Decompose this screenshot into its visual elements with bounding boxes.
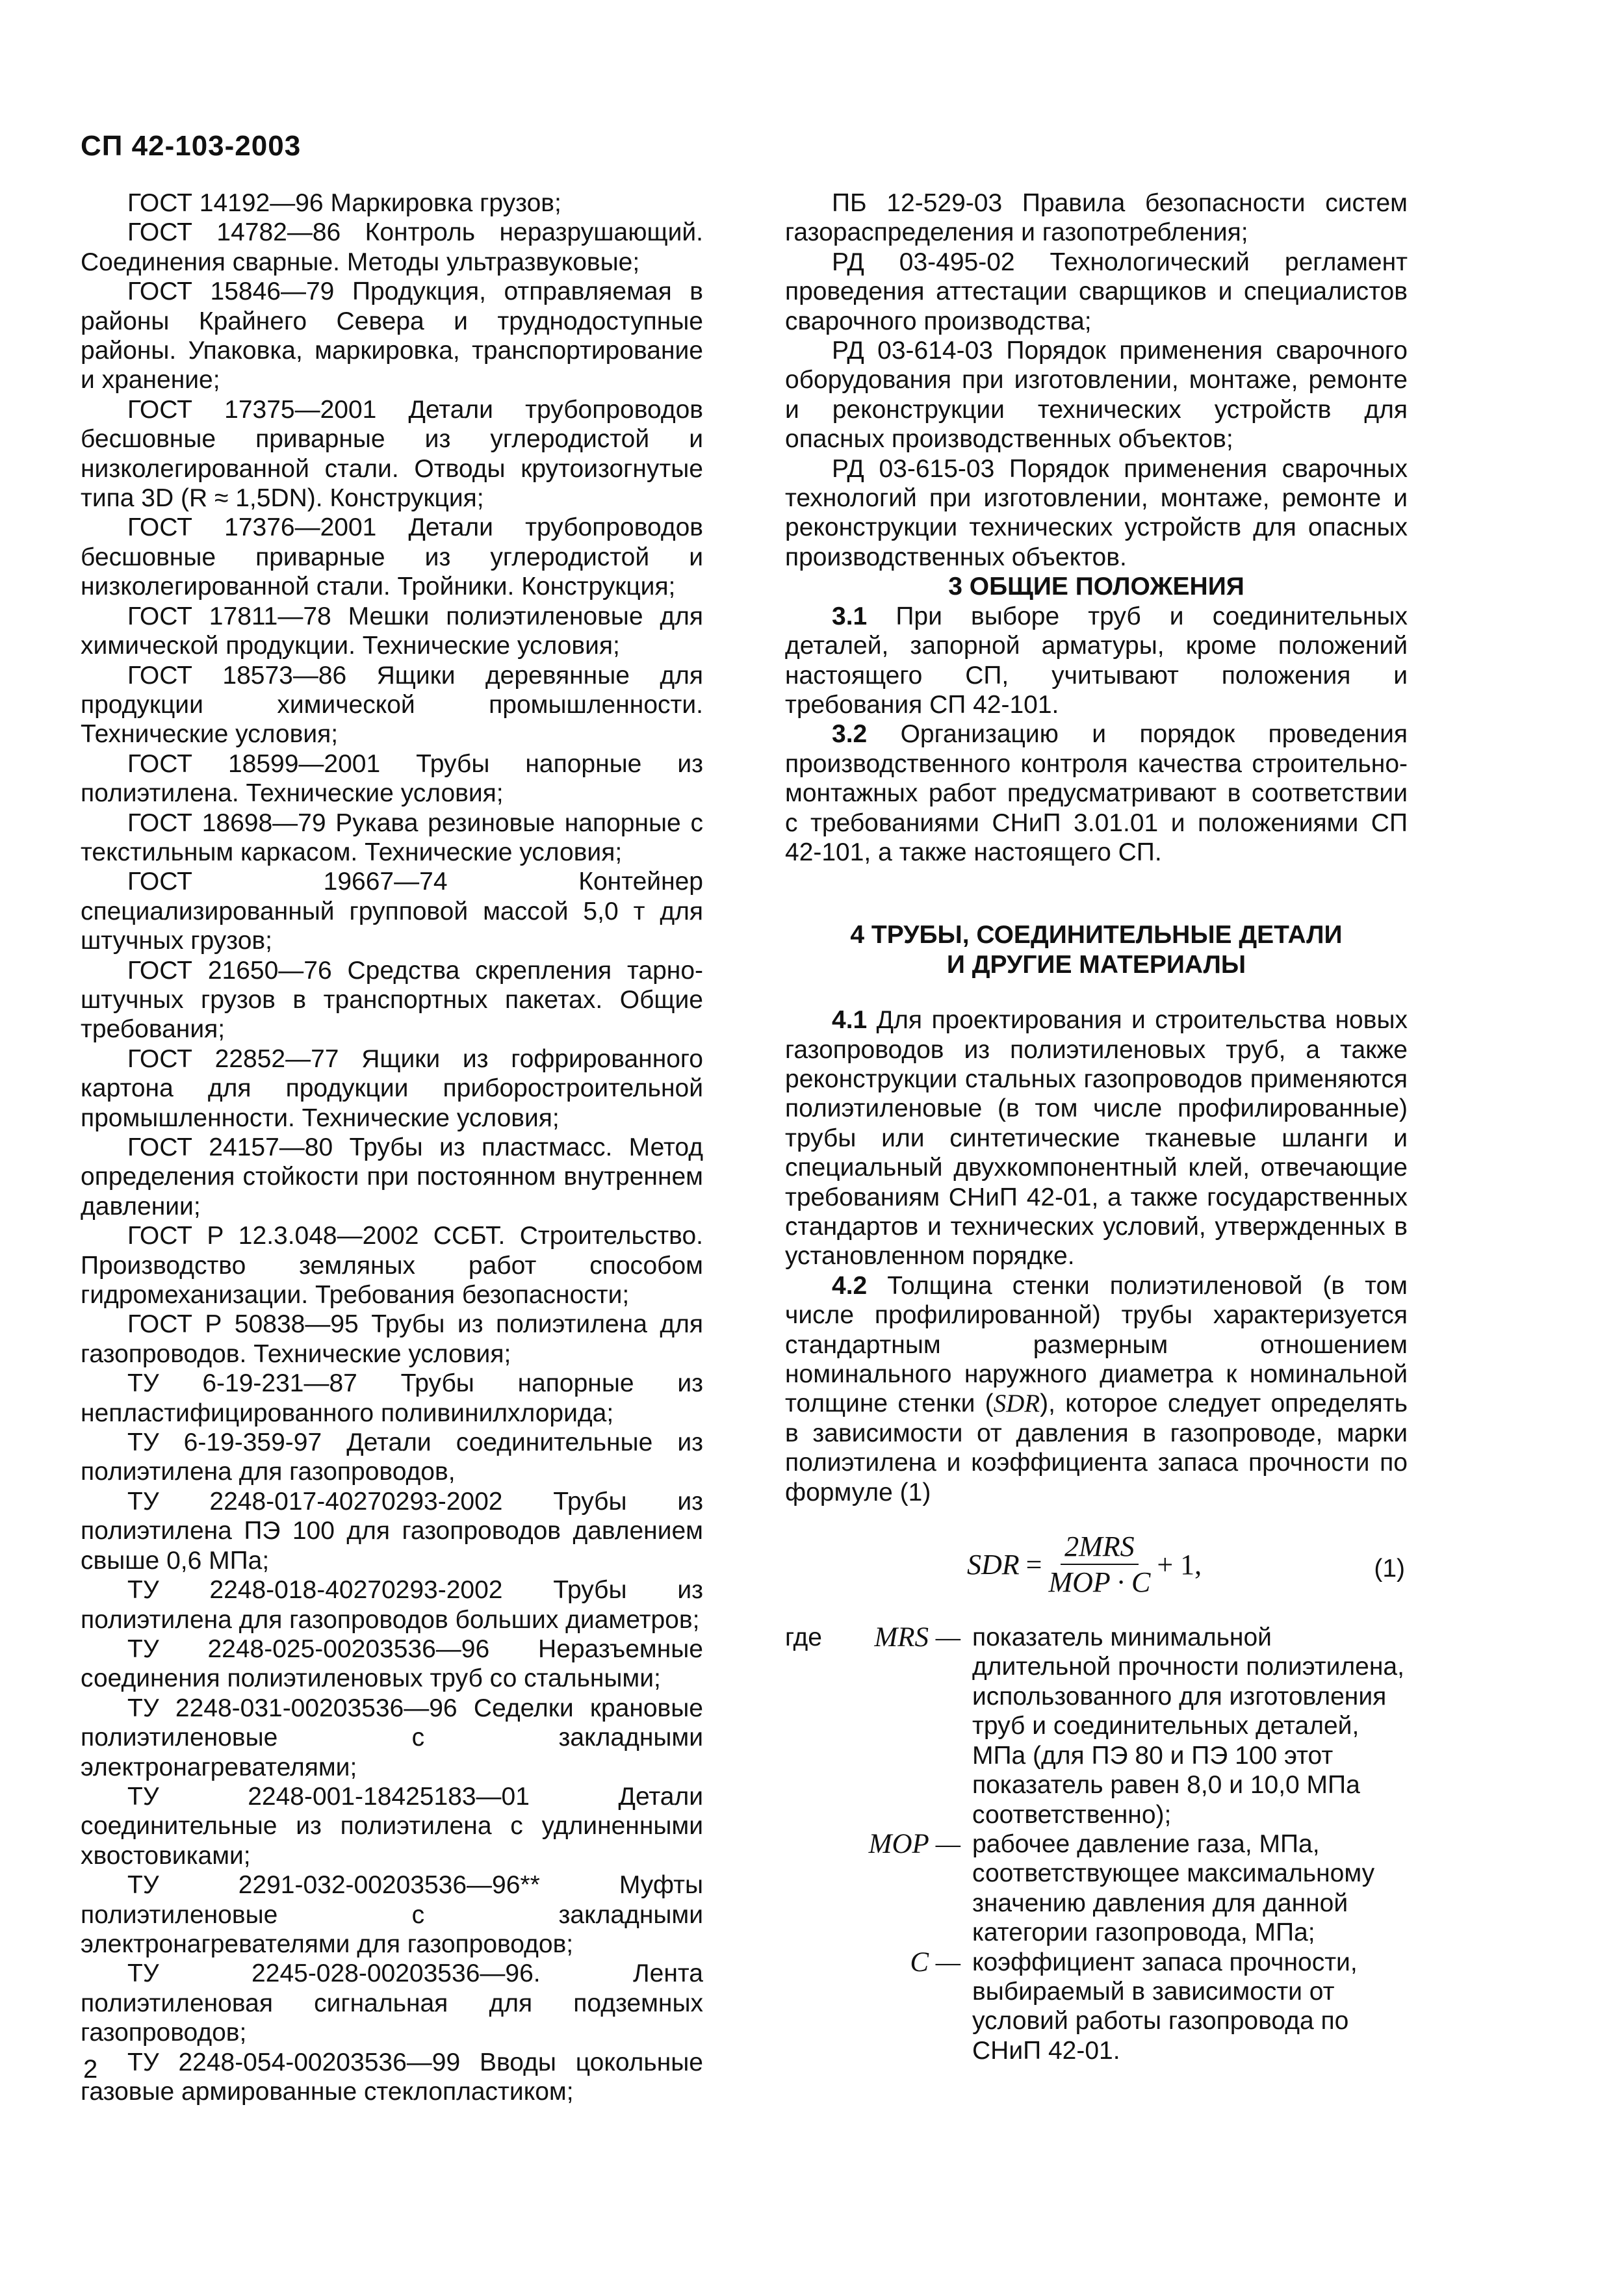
section-4-heading-line1: 4 ТРУБЫ, СОЕДИНИТЕЛЬНЫЕ ДЕТАЛИ bbox=[850, 921, 1343, 950]
reference-item: ТУ 6-19-359-97 Детали соединительные из полиэтилена для газопроводов, bbox=[81, 1428, 703, 1486]
reference-item: ТУ 2248-017-40270293-2002 Трубы из полиэтилена ПЭ 100 для газопроводов давлением свыше 0,6 МПа; bbox=[81, 1487, 703, 1575]
reference-item: ТУ 6-19-231—87 Трубы напорные из непластифицированного поливинилхлорида; bbox=[81, 1369, 703, 1427]
clause-number: 3.2 bbox=[832, 720, 868, 749]
reference-item: РД 03-614-03 Порядок применения сварочного оборудования при изготовлении, монтаже, ремонте и реконструкции технических устройств для опасных производственных объектов; bbox=[785, 337, 1408, 454]
clause-text: Организацию и порядок проведения производственного контроля качества строительно-монтажных работ предусматривают в соответствии с требованиями СНиП 3.01.01 и положениями СП 42-101, а также настоящего СП. bbox=[785, 720, 1408, 866]
definition-text: коэффициент запаса прочности, выбираемый в зависимости от условий работы газопровода по СНиП 42-01. bbox=[972, 1948, 1358, 2065]
reference-item: ПБ 12-529-03 Правила безопасности систем газораспределения и газопотребления; bbox=[785, 189, 1408, 247]
clause-text: ), которое следует определять в зависимости от давления в газопроводе, марки полиэтилена и коэффициента запаса прочности по формуле (1) bbox=[785, 1389, 1408, 1506]
reference-item: ТУ 2248-025-00203536—96 Неразъемные соединения полиэтиленовых труб со стальными; bbox=[81, 1634, 703, 1693]
reference-item: ГОСТ 18599—2001 Трубы напорные из полиэтилена. Технические условия; bbox=[81, 749, 703, 808]
formula-numerator: 2MRS bbox=[1061, 1532, 1139, 1565]
formula-lhs: SDR bbox=[967, 1548, 1020, 1581]
definition-lead bbox=[785, 1829, 840, 1948]
reference-item: РД 03-615-03 Порядок применения сварочных технологий при изготовлении, монтаже, ремонте и реконструкции технических устройств для опасных производственных объектов. bbox=[785, 454, 1408, 571]
reference-item: РД 03-495-02 Технологический регламент проведения аттестации сварщиков и специалистов сварочного производства; bbox=[785, 248, 1408, 335]
section-4-heading-line2: И ДРУГИЕ МАТЕРИАЛЫ bbox=[946, 950, 1246, 979]
reference-item: ТУ 2248-001-18425183—01 Детали соединительные из полиэтилена с удлиненными хвостовиками; bbox=[81, 1782, 703, 1870]
reference-item: ТУ 2248-054-00203536—99 Вводы цокольные газовые армированные стеклопластиком; bbox=[81, 2048, 703, 2106]
page-number: 2 bbox=[83, 2055, 98, 2084]
clause-4-2 bbox=[785, 1271, 1408, 1507]
reference-item: ГОСТ Р 50838—95 Трубы из полиэтилена для газопроводов. Технические условия; bbox=[81, 1310, 703, 1368]
reference-item: ГОСТ Р 12.3.048—2002 ССБТ. Строительство. Производство земляных работ способом гидромеханизации. Требования безопасности; bbox=[81, 1222, 703, 1310]
section-4-heading bbox=[785, 920, 1408, 979]
clause-4-1 bbox=[785, 1005, 1408, 1271]
section-3-heading: 3 ОБЩИЕ ПОЛОЖЕНИЯ bbox=[948, 573, 1244, 601]
clause-number: 4.2 bbox=[832, 1271, 868, 1300]
right-column bbox=[785, 188, 1408, 2065]
definition-symbol: MOP — bbox=[868, 1828, 960, 1859]
formula-1 bbox=[785, 1520, 1408, 1618]
reference-item: ГОСТ 17811—78 Мешки полиэтиленовые для химической продукции. Технические условия; bbox=[81, 602, 703, 660]
reference-item: ТУ 2248-031-00203536—96 Седелки крановые полиэтиленовые с закладными электронагревателями; bbox=[81, 1694, 703, 1781]
reference-item: ГОСТ 14192—96 Маркировка грузов; bbox=[127, 189, 561, 217]
clause-number: 3.1 bbox=[832, 602, 868, 630]
formula-definitions bbox=[785, 1623, 1408, 2065]
clause-text: При выборе труб и соединительных деталей, запорной арматуры, кроме положений настоящего СП, учитывают положения и требования СП 42-101. bbox=[785, 602, 1408, 719]
formula-fraction bbox=[1048, 1532, 1150, 1597]
left-column bbox=[81, 188, 703, 2106]
document-code: СП 42-103-2003 bbox=[81, 130, 302, 162]
formula-tail: + 1, bbox=[1157, 1548, 1202, 1581]
reference-item: ТУ 2291-032-00203536—96** Муфты полиэтиленовые с закладными электронагревателями для газопроводов; bbox=[81, 1871, 703, 1958]
definition-lead: где bbox=[785, 1623, 822, 1652]
reference-item: ГОСТ 21650—76 Средства скрепления тарно-штучных грузов в транспортных пакетах. Общие требования; bbox=[81, 956, 703, 1044]
reference-item: ГОСТ 17375—2001 Детали трубопроводов бесшовные приварные из углеродистой и низколегированной стали. Отводы крутоизогнутые типа 3D (R ≈ 1,5DN). Конструкция; bbox=[81, 395, 703, 513]
reference-item: ГОСТ 22852—77 Ящики из гофрированного картона для продукции приборостроительной промышленности. Технические условия; bbox=[81, 1044, 703, 1132]
formula-expression bbox=[967, 1532, 1202, 1597]
formula-denominator: MOP · C bbox=[1048, 1566, 1151, 1599]
reference-item: ТУ 2245-028-00203536—96. Лента полиэтиленовая сигнальная для подземных газопроводов; bbox=[81, 1959, 703, 2047]
reference-item: ГОСТ 18573—86 Ящики деревянные для продукции химической промышленности. Технические условия; bbox=[81, 661, 703, 749]
definition-text: показатель минимальной длительной прочности полиэтилена, использованного для изготовления труб и соединительных деталей, МПа (для ПЭ 80 и ПЭ 100 этот показатель равен 8,0 и 10,0 МПа соответственно); bbox=[972, 1623, 1404, 1829]
formula-equals: = bbox=[1025, 1548, 1042, 1581]
definition-item bbox=[785, 1829, 1408, 1948]
reference-item: ГОСТ 18698—79 Рукава резиновые напорные с текстильным каркасом. Технические условия; bbox=[81, 808, 703, 866]
clause-3-2 bbox=[785, 719, 1408, 867]
clause-text: Для проектирования и строительства новых газопроводов из полиэтиленовых труб, а также реконструкции стальных газопроводов применяются полиэтиленовые (в том числе профилированные) трубы или синтетические тканевые шланги и специальный двухкомпонентный клей, отвечающие требованиям СНиП 42-01, а также государственных стандартов и технических условий, утвержденных в установленном порядке. bbox=[785, 1006, 1408, 1271]
reference-item: ГОСТ 15846—79 Продукция, отправляемая в районы Крайнего Севера и труднодоступные районы. Упаковка, маркировка, транспортирование и хранение; bbox=[81, 278, 703, 394]
reference-item: ГОСТ 19667—74 Контейнер специализированный групповой массой 5,0 т для штучных грузов; bbox=[81, 868, 703, 955]
reference-item: ГОСТ 24157—80 Трубы из пластмасс. Метод определения стойкости при постоянном внутреннем давлении; bbox=[81, 1133, 703, 1221]
definition-item bbox=[785, 1623, 1408, 1829]
reference-item: ГОСТ 17376—2001 Детали трубопроводов бесшовные приварные из углеродистой и низколегированной стали. Тройники. Конструкция; bbox=[81, 513, 703, 601]
sdr-symbol: SDR bbox=[993, 1389, 1040, 1418]
definition-symbol: MRS — bbox=[874, 1622, 960, 1653]
reference-item: ГОСТ 14782—86 Контроль неразрушающий. Соединения сварные. Методы ультразвуковые; bbox=[81, 218, 703, 276]
clause-text: Толщина стенки полиэтиленовой (в том числе профилированной) трубы характеризуется стандартным размерным отношением номинального наружного диаметра к номинальной толщине стенки ( bbox=[785, 1271, 1408, 1418]
definition-item bbox=[785, 1948, 1408, 2066]
definition-symbol: C — bbox=[910, 1946, 960, 1978]
definition-lead bbox=[785, 1948, 840, 2066]
formula-number: (1) bbox=[1374, 1555, 1405, 1583]
clause-3-1 bbox=[785, 602, 1408, 720]
reference-item: ТУ 2248-018-40270293-2002 Трубы из полиэтилена для газопроводов больших диаметров; bbox=[81, 1576, 703, 1634]
clause-number: 4.1 bbox=[832, 1006, 868, 1035]
definition-text: рабочее давление газа, МПа, соответствующее максимальному значению давления для данной категории газопровода, МПа; bbox=[972, 1829, 1375, 1947]
